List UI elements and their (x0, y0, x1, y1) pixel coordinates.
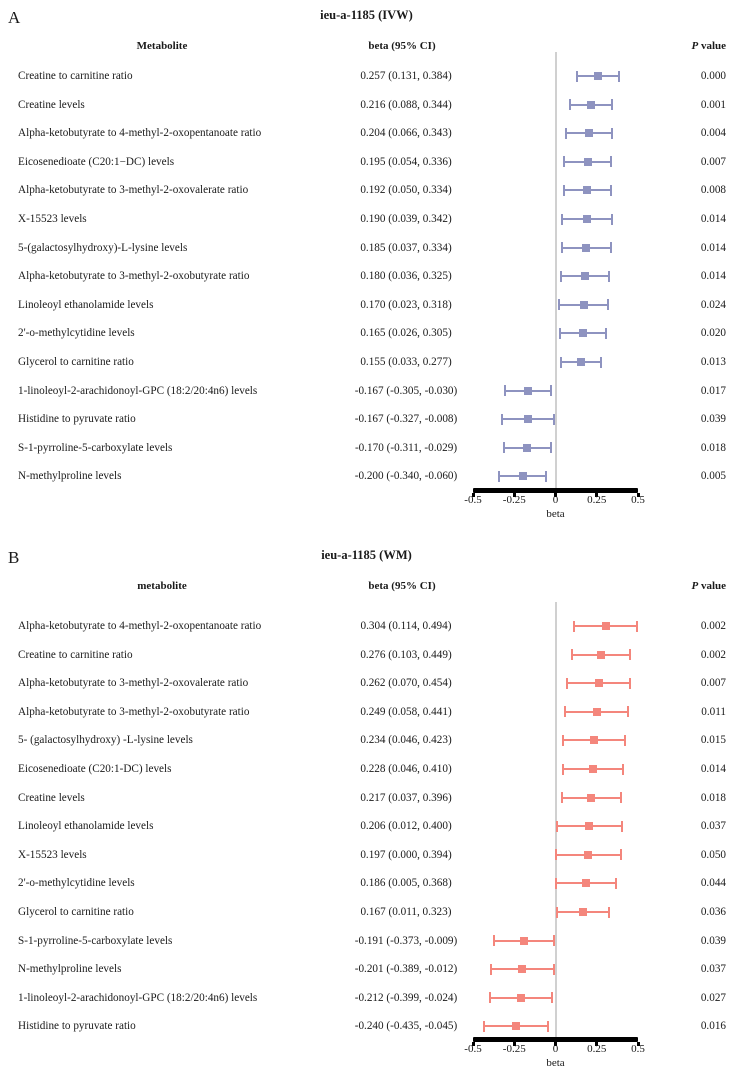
p-value: 0.007 (700, 155, 726, 168)
point-estimate-marker (524, 415, 532, 423)
p-value: 0.015 (700, 734, 726, 747)
beta-ci-value: 0.195 (0.054, 0.336) (360, 155, 452, 168)
ci-upper-cap (545, 471, 547, 482)
metabolite-label: S-1-pyrroline-5-carboxylate levels (18, 934, 173, 947)
table-row (0, 462, 733, 490)
p-value: 0.018 (700, 791, 726, 804)
ci-lower-cap (490, 964, 492, 975)
ci-lower-cap (563, 185, 565, 196)
metabolite-label: 5- (galactosylhydroxy) -L-lysine levels (18, 734, 193, 747)
metabolite-label: 2'-o-methylcytidine levels (18, 327, 135, 340)
ci-lower-cap (565, 128, 567, 139)
beta-ci-value: 0.180 (0.036, 0.325) (360, 270, 452, 283)
point-estimate-marker (579, 908, 587, 916)
beta-ci-value: -0.240 (-0.435, -0.045) (354, 1020, 458, 1033)
beta-ci-value: 0.206 (0.012, 0.400) (360, 820, 452, 833)
ci-upper-cap (624, 735, 626, 746)
metabolite-label: Alpha-ketobutyrate to 3-methyl-2-oxobutyrate ratio (18, 705, 250, 718)
metabolite-label: Linoleoyl ethanolamide levels (18, 820, 154, 833)
p-value: 0.037 (700, 820, 726, 833)
beta-ci-value: 0.186 (0.005, 0.368) (360, 877, 452, 890)
ci-lower-cap (501, 414, 503, 425)
p-value: 0.014 (700, 213, 726, 225)
point-estimate-marker (582, 879, 590, 887)
ci-lower-cap (566, 678, 568, 689)
metabolite-label: X-15523 levels (18, 848, 87, 861)
x-axis-tick-label: 0 (552, 1043, 559, 1055)
table-row (0, 434, 733, 462)
panel-a-title: ieu-a-1185 (IVW) (320, 8, 413, 22)
point-estimate-marker (589, 765, 597, 773)
beta-ci-value: 0.167 (0.011, 0.323) (360, 906, 452, 918)
ci-lower-cap (561, 242, 563, 253)
point-estimate-marker (602, 622, 610, 630)
beta-ci-value: 0.192 (0.050, 0.334) (360, 184, 452, 197)
metabolite-label: Alpha-ketobutyrate to 4-methyl-2-oxopentanoate ratio (18, 127, 262, 140)
point-estimate-marker (583, 215, 591, 223)
panel-b-letter: B (8, 548, 20, 567)
panel-a-letter: A (8, 8, 21, 27)
x-axis-tick-label: 0 (552, 494, 559, 506)
point-estimate-marker (587, 794, 595, 802)
beta-ci-value: -0.191 (-0.373, -0.009) (354, 934, 458, 947)
beta-ci-value: 0.262 (0.070, 0.454) (360, 677, 452, 690)
p-value: 0.024 (700, 298, 726, 311)
p-value: 0.027 (700, 991, 726, 1004)
metabolite-label: Alpha-ketobutyrate to 3-methyl-2-oxobutyrate ratio (18, 270, 250, 283)
point-estimate-marker (584, 158, 592, 166)
point-estimate-marker (585, 129, 593, 137)
metabolite-label: Eicosenedioate (C20:1−DC) levels (18, 155, 175, 168)
metabolite-label: Alpha-ketobutyrate to 3-methyl-2-oxovalerate ratio (18, 677, 249, 690)
ci-lower-cap (560, 357, 562, 368)
p-value: 0.039 (700, 934, 726, 947)
beta-ci-value: -0.201 (-0.389, -0.012) (354, 963, 458, 976)
x-axis-tick-label: -0.25 (502, 1043, 526, 1055)
ci-lower-cap (489, 992, 491, 1003)
p-value: 0.013 (700, 356, 726, 368)
ci-upper-cap (621, 821, 623, 832)
ci-lower-cap (560, 271, 562, 282)
ci-upper-cap (553, 964, 555, 975)
x-axis-tick-label: 0.5 (631, 494, 645, 506)
metabolite-label: S-1-pyrroline-5-carboxylate levels (18, 441, 173, 454)
ci-upper-cap (607, 299, 609, 310)
beta-ci-value: 0.257 (0.131, 0.384) (360, 70, 452, 82)
point-estimate-marker (582, 244, 590, 252)
p-value: 0.050 (700, 848, 726, 861)
point-estimate-marker (520, 937, 528, 945)
p-value: 0.008 (700, 184, 726, 197)
ci-upper-cap (550, 442, 552, 453)
beta-ci-value: 0.197 (0.000, 0.394) (360, 848, 452, 861)
table-row (0, 205, 733, 233)
beta-ci-value: 0.228 (0.046, 0.410) (360, 763, 452, 775)
metabolite-label: N-methylproline levels (18, 963, 122, 976)
table-row (0, 91, 733, 119)
panel-a-header-pvalue-p: P (691, 40, 699, 52)
metabolite-label: Creatine to carnitine ratio (18, 70, 133, 82)
metabolite-label: Creatine to carnitine ratio (18, 648, 133, 661)
table-row (0, 148, 733, 176)
point-estimate-marker (583, 186, 591, 194)
table-row (0, 784, 733, 812)
p-value: 0.011 (701, 705, 726, 718)
ci-lower-cap (493, 935, 495, 946)
ci-lower-cap (558, 299, 560, 310)
beta-ci-value: 0.165 (0.026, 0.305) (360, 327, 452, 340)
metabolite-label: Creatine levels (18, 98, 85, 111)
p-value: 0.001 (700, 98, 726, 111)
ci-upper-cap (600, 357, 602, 368)
point-estimate-marker (585, 822, 593, 830)
table-row (0, 841, 733, 869)
p-value: 0.014 (700, 763, 726, 775)
ci-upper-cap (611, 214, 613, 225)
metabolite-label: N-methylproline levels (18, 470, 122, 483)
metabolite-label: Histidine to pyruvate ratio (18, 1020, 136, 1033)
ci-lower-cap (569, 99, 571, 110)
panel-a-header-metabolite: Metabolite (136, 40, 188, 52)
table-row (0, 348, 733, 376)
x-axis-title: beta (546, 1057, 565, 1069)
table-row (0, 405, 733, 433)
point-estimate-marker (512, 1022, 520, 1030)
ci-upper-cap (608, 271, 610, 282)
metabolite-label: Creatine levels (18, 791, 85, 804)
table-row (0, 869, 733, 897)
ci-upper-cap (611, 128, 613, 139)
beta-ci-value: 0.276 (0.103, 0.449) (360, 648, 452, 661)
ci-lower-cap (576, 71, 578, 82)
ci-upper-cap (610, 185, 612, 196)
ci-lower-cap (559, 328, 561, 339)
metabolite-label: 1-linoleoyl-2-arachidonoyl-GPC (18:2/20:4n6) levels (18, 991, 258, 1004)
panel-a-header-beta: beta (95% CI) (368, 40, 436, 52)
ci-lower-cap (498, 471, 500, 482)
p-value: 0.018 (700, 441, 726, 454)
beta-ci-value: 0.249 (0.058, 0.441) (360, 705, 452, 718)
table-row (0, 119, 733, 147)
panel-b-header-metabolite: metabolite (137, 580, 187, 592)
ci-upper-cap (622, 764, 624, 775)
panel-a-header-pvalue (648, 40, 726, 52)
ci-upper-cap (553, 935, 555, 946)
panel-b-header-pvalue (648, 580, 726, 592)
p-value: 0.037 (700, 963, 726, 976)
ci-lower-cap (561, 792, 563, 803)
table-row (0, 955, 733, 983)
point-estimate-marker (597, 651, 605, 659)
table-row (0, 176, 733, 204)
metabolite-label: Alpha-ketobutyrate to 4-methyl-2-oxopentanoate ratio (18, 620, 262, 632)
point-estimate-marker (524, 387, 532, 395)
ci-upper-cap (610, 156, 612, 167)
table-row (0, 377, 733, 405)
point-estimate-marker (594, 72, 602, 80)
ci-lower-cap (503, 442, 505, 453)
ci-lower-cap (561, 214, 563, 225)
ci-lower-cap (563, 156, 565, 167)
point-estimate-marker (577, 358, 585, 366)
metabolite-label: 2'-o-methylcytidine levels (18, 877, 135, 890)
point-estimate-marker (518, 965, 526, 973)
ci-upper-cap (618, 71, 620, 82)
ci-upper-cap (550, 385, 552, 396)
p-value: 0.016 (700, 1020, 726, 1033)
ci-lower-cap (555, 878, 557, 889)
p-value: 0.039 (700, 413, 726, 426)
point-estimate-marker (595, 679, 603, 687)
ci-upper-cap (627, 706, 629, 717)
p-value: 0.004 (700, 127, 726, 140)
x-axis-title: beta (546, 508, 565, 520)
point-estimate-marker (590, 736, 598, 744)
p-value: 0.000 (700, 70, 726, 82)
x-axis-tick-label: 0.25 (587, 1043, 607, 1055)
table-row (0, 927, 733, 955)
ci-upper-cap (611, 99, 613, 110)
ci-upper-cap (551, 992, 553, 1003)
ci-lower-cap (556, 907, 558, 918)
point-estimate-marker (580, 301, 588, 309)
zero-reference-line (555, 52, 557, 491)
point-estimate-marker (517, 994, 525, 1002)
ci-upper-cap (547, 1021, 549, 1032)
metabolite-label: Eicosenedioate (C20:1-DC) levels (18, 763, 172, 775)
point-estimate-marker (584, 851, 592, 859)
beta-ci-value: 0.185 (0.037, 0.334) (360, 241, 452, 254)
table-row (0, 812, 733, 840)
beta-ci-value: -0.167 (-0.305, -0.030) (354, 384, 458, 397)
panel-b-header-pvalue-p: P (691, 580, 699, 592)
p-value: 0.007 (700, 677, 726, 690)
p-value: 0.044 (700, 877, 726, 890)
table-row (0, 984, 733, 1012)
beta-ci-value: -0.167 (-0.327, -0.008) (354, 413, 458, 426)
metabolite-label: Histidine to pyruvate ratio (18, 413, 136, 426)
p-value: 0.014 (700, 270, 726, 283)
p-value: 0.002 (700, 620, 726, 632)
ci-upper-cap (629, 678, 631, 689)
x-axis-tick-label: 0.5 (631, 1043, 645, 1055)
ci-lower-cap (555, 849, 557, 860)
ci-upper-cap (629, 649, 631, 660)
ci-lower-cap (573, 621, 575, 632)
table-row (0, 62, 733, 90)
ci-upper-cap (553, 414, 555, 425)
point-estimate-marker (581, 272, 589, 280)
ci-upper-cap (636, 621, 638, 632)
beta-ci-value: 0.204 (0.066, 0.343) (360, 127, 452, 140)
p-value: 0.005 (700, 470, 726, 483)
metabolite-label: Alpha-ketobutyrate to 3-methyl-2-oxovalerate ratio (18, 184, 249, 197)
ci-lower-cap (562, 764, 564, 775)
ci-lower-cap (562, 735, 564, 746)
x-axis-tick-label: -0.25 (502, 494, 526, 506)
metabolite-label: Linoleoyl ethanolamide levels (18, 298, 154, 311)
table-row (0, 291, 733, 319)
point-estimate-marker (579, 329, 587, 337)
beta-ci-value: 0.190 (0.039, 0.342) (360, 213, 452, 225)
panel-b-header-beta: beta (95% CI) (368, 580, 436, 592)
x-axis-tick-label: -0.5 (464, 1043, 482, 1055)
beta-ci-value: 0.304 (0.114, 0.494) (360, 620, 452, 632)
ci-lower-cap (504, 385, 506, 396)
ci-upper-cap (620, 849, 622, 860)
ci-upper-cap (615, 878, 617, 889)
x-axis-tick-label: -0.5 (464, 494, 482, 506)
ci-lower-cap (564, 706, 566, 717)
metabolite-label: X-15523 levels (18, 213, 87, 225)
p-value: 0.020 (700, 327, 726, 340)
beta-ci-value: -0.212 (-0.399, -0.024) (354, 991, 458, 1004)
panel-b-header-pvalue-rest: value (698, 580, 726, 592)
ci-upper-cap (605, 328, 607, 339)
ci-lower-cap (483, 1021, 485, 1032)
panel-b-title: ieu-a-1185 (WM) (321, 548, 412, 562)
beta-ci-value: 0.170 (0.023, 0.318) (360, 298, 452, 311)
panel-b (0, 540, 733, 1085)
p-value: 0.036 (700, 906, 726, 918)
table-row (0, 234, 733, 262)
point-estimate-marker (593, 708, 601, 716)
p-value: 0.002 (700, 648, 726, 661)
ci-upper-cap (608, 907, 610, 918)
p-value: 0.014 (700, 241, 726, 254)
table-row (0, 898, 733, 926)
metabolite-label: 5-(galactosylhydroxy)-L-lysine levels (18, 241, 188, 254)
table-row (0, 262, 733, 290)
ci-lower-cap (556, 821, 558, 832)
point-estimate-marker (523, 444, 531, 452)
beta-ci-value: 0.234 (0.046, 0.423) (360, 734, 452, 747)
ci-upper-cap (620, 792, 622, 803)
beta-ci-value: -0.170 (-0.311, -0.029) (354, 441, 458, 454)
ci-upper-cap (610, 242, 612, 253)
metabolite-label: Glycerol to carnitine ratio (18, 356, 134, 368)
beta-ci-value: 0.155 (0.033, 0.277) (360, 356, 452, 368)
beta-ci-value: -0.200 (-0.340, -0.060) (354, 470, 458, 483)
beta-ci-value: 0.216 (0.088, 0.344) (360, 98, 452, 111)
x-axis-tick-label: 0.25 (587, 494, 607, 506)
p-value: 0.017 (700, 384, 726, 397)
table-row (0, 319, 733, 347)
metabolite-label: Glycerol to carnitine ratio (18, 906, 134, 918)
ci-lower-cap (571, 649, 573, 660)
beta-ci-value: 0.217 (0.037, 0.396) (360, 791, 452, 804)
point-estimate-marker (587, 101, 595, 109)
panel-a-header-pvalue-rest: value (698, 40, 726, 52)
panel-a (0, 0, 733, 540)
point-estimate-marker (519, 472, 527, 480)
metabolite-label: 1-linoleoyl-2-arachidonoyl-GPC (18:2/20:4n6) levels (18, 384, 258, 397)
